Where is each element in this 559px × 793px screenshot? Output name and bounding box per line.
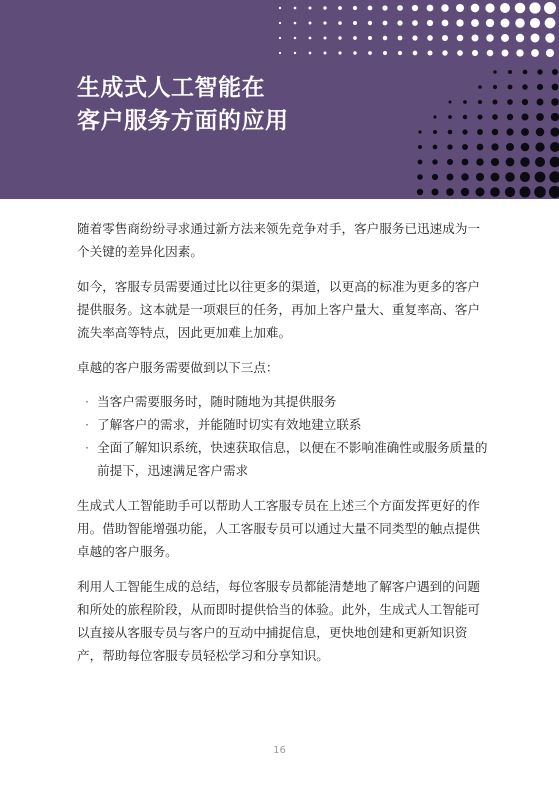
bullet-list (77, 390, 489, 482)
decorative-dot (418, 160, 423, 165)
decorative-dot (505, 187, 515, 197)
decorative-dot (446, 188, 454, 196)
decorative-dot (530, 18, 540, 28)
body-content (77, 217, 489, 679)
decorative-dot (550, 157, 559, 168)
decorative-dot (353, 36, 357, 40)
decorative-dot (433, 145, 438, 150)
decorative-dot (309, 22, 312, 25)
decorative-dot (516, 49, 523, 56)
decorative-dot (432, 159, 437, 164)
decorative-dot (472, 50, 478, 56)
decorative-dot (417, 174, 423, 180)
bullet-icon: · (85, 394, 90, 409)
decorative-dot (353, 21, 357, 25)
decorative-dot (486, 34, 493, 41)
decorative-dot (520, 172, 530, 182)
decorative-dot (550, 127, 559, 136)
decorative-dot (457, 35, 464, 42)
decorative-dot (476, 173, 484, 181)
decorative-dot (522, 84, 528, 90)
decorative-dot (549, 186, 559, 198)
decorative-dot (309, 37, 312, 40)
decorative-dot (506, 158, 515, 167)
decorative-dot (397, 20, 402, 25)
decorative-dot (520, 187, 531, 198)
decorative-dot (521, 128, 529, 136)
decorative-dot (462, 144, 468, 150)
decorative-dot (552, 69, 558, 75)
decorative-dot (448, 130, 453, 135)
decorative-dot (550, 142, 559, 152)
decorative-dot (448, 115, 452, 119)
decorative-dot (515, 3, 526, 14)
decorative-dot (491, 158, 499, 166)
decorative-dot (531, 49, 539, 57)
decorative-dot (544, 2, 556, 14)
decorative-dot (383, 36, 387, 40)
decorative-dot (457, 50, 463, 56)
decorative-dot (431, 188, 438, 195)
decorative-dot (442, 35, 448, 41)
decorative-dot (491, 173, 500, 182)
decorative-dot (521, 113, 528, 120)
decorative-dot (516, 34, 524, 42)
list-item-text: 全面了解知识系统，快速获取信息，以便在不影响准确性或服务质量的前提下，迅速满足客户需求 (97, 440, 488, 478)
decorative-dot (477, 144, 484, 151)
decorative-dot (463, 100, 467, 104)
decorative-dot (383, 51, 387, 55)
decorative-dot (427, 20, 433, 26)
decorative-dot (551, 98, 559, 106)
decorative-dot (338, 51, 341, 54)
decorative-dot (397, 5, 403, 11)
list-item (77, 436, 489, 482)
decorative-dot (432, 174, 438, 180)
decorative-dot (477, 114, 482, 119)
decorative-dot (478, 85, 482, 89)
decorative-dot (338, 6, 342, 10)
decorative-dot (412, 35, 417, 40)
decorative-dot (368, 6, 373, 11)
decorative-dot (441, 4, 448, 11)
list-item (77, 413, 489, 436)
decorative-dot (551, 113, 559, 121)
title-line-2: 客户服务方面的应用 (77, 108, 289, 134)
decorative-dot (549, 171, 559, 182)
decorative-dot (491, 143, 498, 150)
decorative-dot (353, 6, 357, 10)
decorative-dot (447, 144, 452, 149)
decorative-dot (531, 34, 540, 43)
decorative-dot (433, 115, 436, 118)
decorative-dot (476, 188, 485, 197)
header-banner (0, 0, 559, 199)
decorative-dot (507, 99, 513, 105)
decorative-dot (383, 21, 388, 26)
decorative-dot (323, 36, 326, 39)
paragraph: 利用人工智能生成的总结，每位客服专员都能清楚地了解客户遇到的问题和所处的旅程阶段，从而即时提供恰当的体验。此外，生成式人工智能可以直接从客服专员与客户的互动中捕捉信息，更快地创建和更新知识资产，帮助每位客服专员轻松学习和分享知识。 (77, 579, 480, 663)
paragraph: 随着零售商纷纷寻求通过新方法来领先竞争对手，客户服务已迅速成为一个关键的差异化因素。 (77, 221, 480, 259)
decorative-dot (368, 36, 372, 40)
decorative-dot (323, 6, 326, 9)
decorative-dot (501, 19, 510, 28)
decorative-dot (472, 35, 479, 42)
decorative-dot (324, 52, 327, 55)
decorative-dot (461, 173, 469, 181)
decorative-dot (398, 51, 402, 55)
decorative-dot (500, 3, 510, 13)
decorative-dot (478, 100, 482, 104)
decorative-dot (279, 22, 281, 24)
decorative-dot (493, 100, 498, 105)
decorative-dot (536, 113, 544, 121)
decorative-dot (520, 157, 529, 166)
decorative-dot (413, 51, 418, 56)
decorative-dot (309, 52, 312, 55)
decorative-dot (353, 51, 356, 54)
decorative-dot (545, 33, 554, 42)
decorative-dot (294, 37, 297, 40)
decorative-dot (462, 159, 469, 166)
decorative-dot (492, 114, 498, 120)
decorative-dot (294, 7, 297, 10)
decorative-dot (427, 35, 433, 41)
decorative-dot (338, 36, 341, 39)
list-item-text: 了解客户的需求，并能随时切实有效地建立联系 (97, 417, 362, 432)
decorative-dot (537, 99, 544, 106)
decorative-dot (471, 4, 480, 13)
decorative-dot (447, 174, 454, 181)
decorative-dot (279, 37, 281, 39)
decorative-dot (535, 142, 544, 151)
decorative-dot (456, 19, 463, 26)
paragraph: 如今，客服专员需要通过比以往更多的渠道，以更高的标准为更多的客户提供服务。这本就是一项艰巨的任务，再加上客户量大、重复率高、客户流失率高等特点，因此更加难上加难。 (77, 279, 480, 340)
decorative-dot (537, 69, 542, 74)
paragraph: 生成式人工智能助手可以帮助人工客服专员在上述三个方面发挥更好的作用。借助智能增强功能，人工客服专员可以通过大量不同类型的触点提供卓越的客户服务。 (77, 498, 480, 559)
decorative-dot (294, 22, 297, 25)
decorative-dot (279, 7, 281, 9)
decorative-dot (433, 130, 437, 134)
decorative-dot (442, 50, 447, 55)
decorative-dot (546, 49, 554, 57)
decorative-dot (368, 21, 372, 25)
decorative-dot (523, 70, 528, 75)
decorative-dot (442, 20, 449, 27)
decorative-dot (535, 172, 546, 183)
decorative-dot (418, 145, 422, 149)
decorative-dot (476, 158, 483, 165)
decorative-dot (412, 20, 418, 26)
decorative-dot (501, 34, 509, 42)
decorative-dot (535, 157, 545, 167)
decorative-dot (417, 189, 423, 195)
decorative-dot (537, 84, 543, 90)
decorative-dot (456, 4, 464, 12)
decorative-dot (508, 70, 512, 74)
decorative-dot (534, 186, 546, 198)
decorative-dot (545, 18, 556, 29)
decorative-dot (529, 2, 540, 13)
decorative-dot (536, 128, 544, 136)
decorative-dot (506, 128, 513, 135)
decorative-dot (448, 100, 451, 103)
decorative-dot (492, 129, 499, 136)
decorative-dot (427, 50, 432, 55)
decorative-dot (490, 187, 500, 197)
decorative-dot (493, 70, 496, 73)
decorative-dot (493, 85, 497, 89)
list-item-text: 当客户需要服务时，随时随地为其提供服务 (97, 394, 337, 409)
decorative-dot (505, 172, 515, 182)
decorative-dot (382, 5, 387, 10)
title-line-1: 生成式人工智能在 (77, 75, 265, 101)
decorative-dot (462, 129, 467, 134)
decorative-dot (521, 143, 530, 152)
decorative-dot (338, 21, 342, 25)
paragraph: 卓越的客户服务需要做到以下三点： (77, 360, 279, 375)
bullet-icon: · (85, 417, 90, 432)
page-title (77, 72, 289, 138)
decorative-dot (279, 52, 281, 54)
decorative-dot (294, 52, 296, 54)
decorative-dot (508, 85, 513, 90)
page-number: 16 (273, 745, 286, 756)
decorative-dot (487, 50, 494, 57)
decorative-dot (486, 19, 494, 27)
decorative-dot (461, 188, 469, 196)
decorative-dot (515, 18, 525, 28)
decorative-dot (447, 159, 453, 165)
bullet-icon: · (85, 440, 90, 455)
decorative-dot (485, 3, 494, 12)
decorative-dot (427, 5, 434, 12)
decorative-dot (477, 129, 483, 135)
decorative-dot (368, 51, 372, 55)
decorative-dot (412, 5, 418, 11)
decorative-dot (502, 50, 509, 57)
list-item (77, 390, 489, 413)
decorative-dot (308, 6, 311, 9)
decorative-dot (552, 84, 559, 91)
decorative-dot (506, 143, 514, 151)
decorative-dot (323, 21, 326, 24)
decorative-dot (418, 130, 421, 133)
decorative-dot (463, 115, 467, 119)
decorative-dot (507, 114, 513, 120)
decorative-dot (398, 36, 403, 41)
decorative-dot (522, 99, 528, 105)
decorative-dot (471, 19, 479, 27)
